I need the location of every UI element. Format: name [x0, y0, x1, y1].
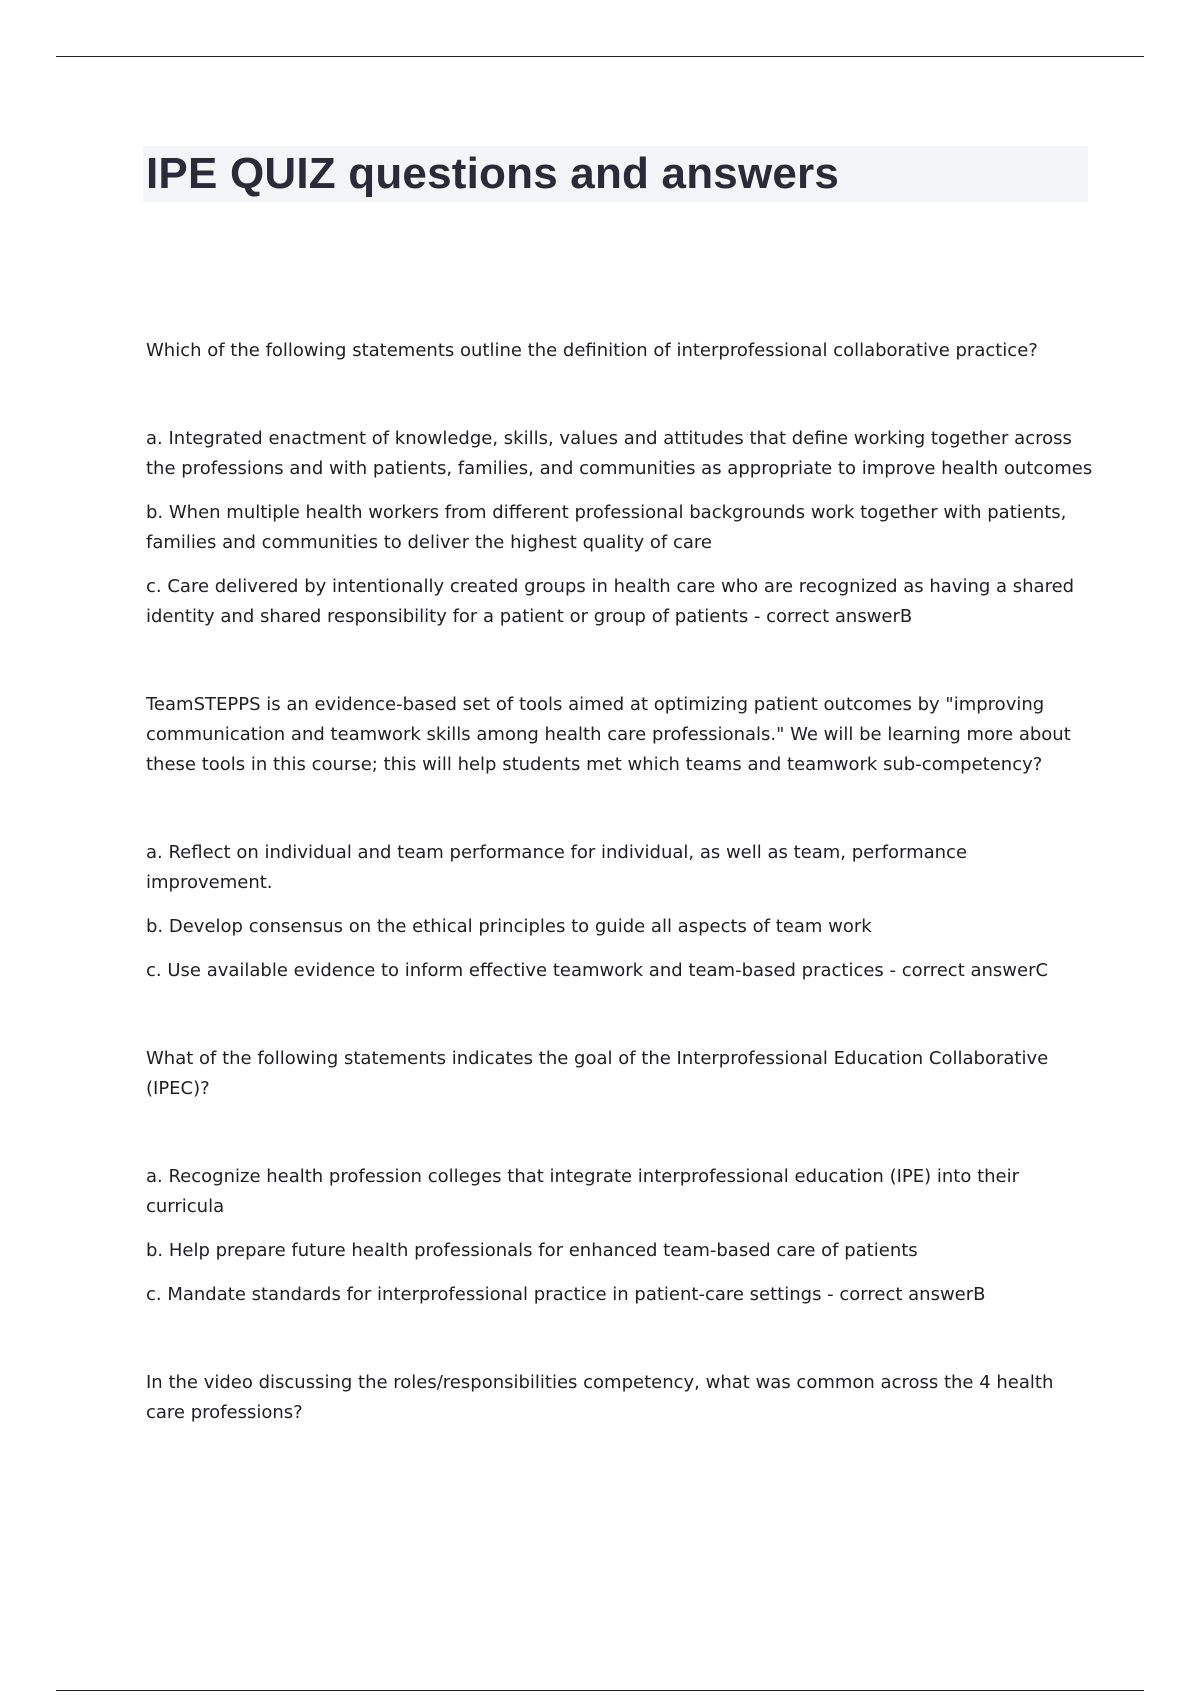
answer-option-c: c. Use available evidence to inform effective teamwork and team-based practices - correct answerC [146, 960, 1049, 981]
question-text: Which of the following statements outline the definition of interprofessional collaborative practice? [146, 340, 1038, 361]
answer-options [146, 424, 1096, 632]
question-text: TeamSTEPPS is an evidence-based set of tools aimed at optimizing patient outcomes by "improving communication and teamwork skills among health care professionals." We will be learning more about these tools in this course; this will help students met which teams and teamwork sub-competency? [146, 694, 1071, 775]
answer-option-b: b. Develop consensus on the ethical principles to guide all aspects of team work [146, 916, 872, 937]
document-title: IPE QUIZ questions and answers [146, 149, 840, 198]
top-rule [56, 56, 1144, 57]
question-block-4 [146, 1368, 1096, 1428]
answer-options [146, 838, 1096, 986]
answer-option-a: a. Integrated enactment of knowledge, skills, values and attitudes that define working together across the professions and with patients, families, and communities as appropriate to improve health outcomes [146, 428, 1093, 479]
answer-option-c: c. Mandate standards for interprofessional practice in patient-care settings - correct answerB [146, 1284, 986, 1305]
answer-option-c: c. Care delivered by intentionally created groups in health care who are recognized as having a shared identity and shared responsibility for a patient or group of patients - correct answerB [146, 576, 1075, 627]
quiz-content [146, 336, 1096, 1428]
question-block-2 [146, 690, 1096, 986]
question-text: What of the following statements indicates the goal of the Interprofessional Education Collaborative (IPEC)? [146, 1048, 1049, 1099]
question-text: In the video discussing the roles/responsibilities competency, what was common across the 4 health care professions? [146, 1372, 1054, 1423]
question-block-1 [146, 336, 1096, 632]
answer-option-b: b. Help prepare future health professionals for enhanced team-based care of patients [146, 1240, 918, 1261]
answer-options [146, 1162, 1096, 1310]
answer-option-a: a. Recognize health profession colleges that integrate interprofessional education (IPE) into their curricula [146, 1166, 1020, 1217]
question-block-3 [146, 1044, 1096, 1310]
answer-option-b: b. When multiple health workers from different professional backgrounds work together with patients, families and communities to deliver the highest quality of care [146, 502, 1067, 553]
answer-option-a: a. Reflect on individual and team performance for individual, as well as team, performance improvement. [146, 842, 968, 893]
bottom-rule [56, 1690, 1144, 1691]
